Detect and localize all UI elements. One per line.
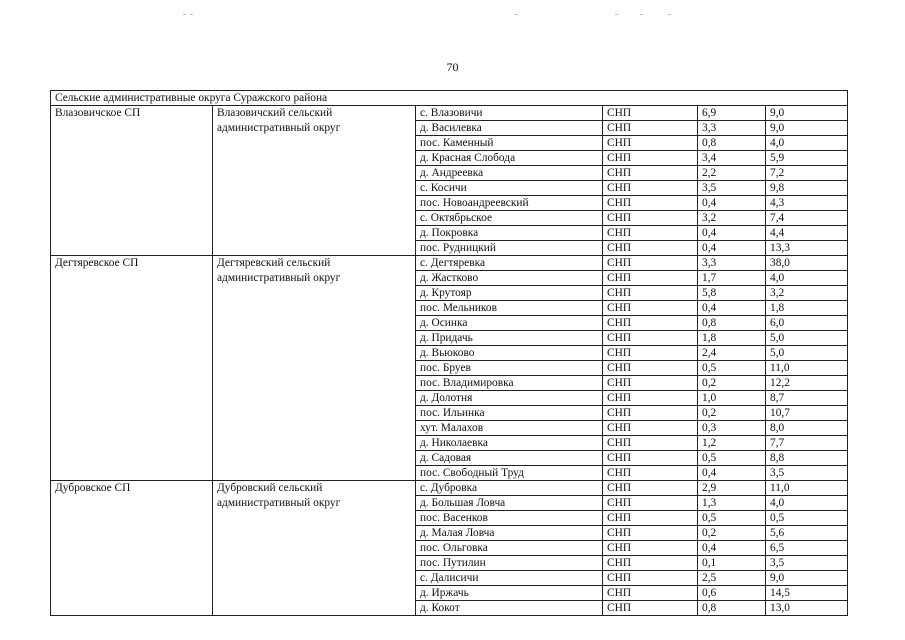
value-b: 4,0 <box>766 271 848 286</box>
table-row <box>51 481 848 496</box>
value-b: 9,0 <box>766 121 848 136</box>
locality-type: СНП <box>603 181 698 196</box>
locality-type: СНП <box>603 301 698 316</box>
locality-type: СНП <box>603 136 698 151</box>
value-a: 5,8 <box>698 286 766 301</box>
locality-type: СНП <box>603 271 698 286</box>
locality-name: хут. Малахов <box>416 421 603 436</box>
value-b: 13,0 <box>766 601 848 616</box>
locality-type: СНП <box>603 406 698 421</box>
settlement-name: Дубровское СП <box>51 481 213 616</box>
settlement-name: Дегтяревское СП <box>51 256 213 481</box>
value-a: 3,2 <box>698 211 766 226</box>
locality-name: д. Андреевка <box>416 166 603 181</box>
value-b: 5,6 <box>766 526 848 541</box>
value-a: 0,4 <box>698 466 766 481</box>
value-a: 0,5 <box>698 511 766 526</box>
locality-type: СНП <box>603 346 698 361</box>
locality-type: СНП <box>603 241 698 256</box>
value-a: 0,2 <box>698 376 766 391</box>
value-b: 11,0 <box>766 361 848 376</box>
locality-type: СНП <box>603 226 698 241</box>
locality-type: СНП <box>603 391 698 406</box>
locality-type: СНП <box>603 466 698 481</box>
value-a: 0,2 <box>698 406 766 421</box>
value-b: 3,5 <box>766 466 848 481</box>
locality-name: пос. Ольговка <box>416 541 603 556</box>
value-b: 4,3 <box>766 196 848 211</box>
value-b: 8,8 <box>766 451 848 466</box>
value-a: 0,5 <box>698 451 766 466</box>
locality-name: пос. Мельников <box>416 301 603 316</box>
locality-name: д. Красная Слобода <box>416 151 603 166</box>
value-b: 9,0 <box>766 571 848 586</box>
scan-artifacts <box>0 14 905 20</box>
locality-type: СНП <box>603 571 698 586</box>
value-b: 6,5 <box>766 541 848 556</box>
locality-name: д. Жастково <box>416 271 603 286</box>
value-b: 3,2 <box>766 286 848 301</box>
value-b: 12,2 <box>766 376 848 391</box>
locality-name: д. Осинка <box>416 316 603 331</box>
locality-name: д. Долотня <box>416 391 603 406</box>
value-a: 0,4 <box>698 541 766 556</box>
table-caption: Сельские административные округа Суражского района <box>51 91 848 106</box>
value-a: 3,3 <box>698 121 766 136</box>
page-number: 70 <box>446 60 459 74</box>
table-body <box>51 91 848 616</box>
locality-type: СНП <box>603 421 698 436</box>
value-a: 1,7 <box>698 271 766 286</box>
locality-name: д. Придачь <box>416 331 603 346</box>
value-b: 9,8 <box>766 181 848 196</box>
value-b: 38,0 <box>766 256 848 271</box>
locality-name: д. Вьюково <box>416 346 603 361</box>
locality-name: пос. Ильинка <box>416 406 603 421</box>
value-a: 3,4 <box>698 151 766 166</box>
locality-name: пос. Владимировка <box>416 376 603 391</box>
value-a: 0,4 <box>698 226 766 241</box>
value-a: 0,8 <box>698 136 766 151</box>
locality-name: пос. Свободный Труд <box>416 466 603 481</box>
value-b: 7,4 <box>766 211 848 226</box>
locality-name: с. Дубровка <box>416 481 603 496</box>
value-a: 0,3 <box>698 421 766 436</box>
value-b: 6,0 <box>766 316 848 331</box>
locality-type: СНП <box>603 511 698 526</box>
value-a: 0,5 <box>698 361 766 376</box>
value-b: 9,0 <box>766 106 848 121</box>
district-name: Влазовичский сельский административный округ <box>213 106 416 256</box>
locality-type: СНП <box>603 166 698 181</box>
value-a: 2,2 <box>698 166 766 181</box>
locality-type: СНП <box>603 331 698 346</box>
locality-type: СНП <box>603 106 698 121</box>
value-b: 0,5 <box>766 511 848 526</box>
caption-row <box>51 91 848 106</box>
settlements-table <box>50 90 848 616</box>
locality-name: д. Покровка <box>416 226 603 241</box>
locality-type: СНП <box>603 196 698 211</box>
locality-name: д. Кокот <box>416 601 603 616</box>
locality-name: пос. Путилин <box>416 556 603 571</box>
locality-name: с. Влазовичи <box>416 106 603 121</box>
value-a: 0,2 <box>698 526 766 541</box>
value-b: 5,0 <box>766 331 848 346</box>
value-b: 7,7 <box>766 436 848 451</box>
value-a: 0,4 <box>698 196 766 211</box>
value-a: 3,3 <box>698 256 766 271</box>
locality-type: СНП <box>603 526 698 541</box>
locality-type: СНП <box>603 376 698 391</box>
locality-type: СНП <box>603 316 698 331</box>
value-b: 8,0 <box>766 421 848 436</box>
value-a: 1,2 <box>698 436 766 451</box>
value-b: 7,2 <box>766 166 848 181</box>
district-name: Дубровский сельский административный округ <box>213 481 416 616</box>
value-b: 11,0 <box>766 481 848 496</box>
locality-name: д. Большая Ловча <box>416 496 603 511</box>
locality-name: с. Дегтяревка <box>416 256 603 271</box>
value-a: 1,8 <box>698 331 766 346</box>
value-a: 6,9 <box>698 106 766 121</box>
value-a: 2,5 <box>698 571 766 586</box>
locality-name: д. Иржачь <box>416 586 603 601</box>
locality-name: пос. Рудницкий <box>416 241 603 256</box>
value-a: 2,9 <box>698 481 766 496</box>
table-row <box>51 106 848 121</box>
locality-name: с. Косичи <box>416 181 603 196</box>
locality-type: СНП <box>603 481 698 496</box>
locality-name: д. Василевка <box>416 121 603 136</box>
value-a: 0,4 <box>698 241 766 256</box>
locality-type: СНП <box>603 451 698 466</box>
locality-name: пос. Бруев <box>416 361 603 376</box>
locality-type: СНП <box>603 541 698 556</box>
locality-type: СНП <box>603 601 698 616</box>
locality-type: СНП <box>603 256 698 271</box>
value-a: 0,8 <box>698 601 766 616</box>
locality-type: СНП <box>603 361 698 376</box>
value-b: 1,8 <box>766 301 848 316</box>
locality-type: СНП <box>603 211 698 226</box>
value-b: 14,5 <box>766 586 848 601</box>
locality-type: СНП <box>603 121 698 136</box>
value-a: 0,8 <box>698 316 766 331</box>
locality-name: пос. Каменный <box>416 136 603 151</box>
value-b: 10,7 <box>766 406 848 421</box>
value-b: 4,0 <box>766 496 848 511</box>
value-a: 1,0 <box>698 391 766 406</box>
locality-name: д. Николаевка <box>416 436 603 451</box>
locality-name: д. Садовая <box>416 451 603 466</box>
locality-name: д. Крутояр <box>416 286 603 301</box>
locality-name: пос. Новоандреевский <box>416 196 603 211</box>
district-name: Дегтяревский сельский административный округ <box>213 256 416 481</box>
settlement-name: Влазовичское СП <box>51 106 213 256</box>
value-a: 2,4 <box>698 346 766 361</box>
value-b: 4,0 <box>766 136 848 151</box>
value-a: 0,6 <box>698 586 766 601</box>
locality-type: СНП <box>603 586 698 601</box>
table-row <box>51 256 848 271</box>
locality-name: с. Далисичи <box>416 571 603 586</box>
value-a: 1,3 <box>698 496 766 511</box>
value-a: 0,4 <box>698 301 766 316</box>
value-b: 13,3 <box>766 241 848 256</box>
locality-type: СНП <box>603 496 698 511</box>
value-b: 3,5 <box>766 556 848 571</box>
locality-type: СНП <box>603 151 698 166</box>
locality-name: с. Октябрьское <box>416 211 603 226</box>
value-a: 0,1 <box>698 556 766 571</box>
locality-type: СНП <box>603 556 698 571</box>
locality-type: СНП <box>603 286 698 301</box>
locality-name: д. Малая Ловча <box>416 526 603 541</box>
value-b: 5,0 <box>766 346 848 361</box>
value-b: 8,7 <box>766 391 848 406</box>
locality-type: СНП <box>603 436 698 451</box>
value-a: 3,5 <box>698 181 766 196</box>
value-b: 5,9 <box>766 151 848 166</box>
value-b: 4,4 <box>766 226 848 241</box>
locality-name: пос. Васенков <box>416 511 603 526</box>
